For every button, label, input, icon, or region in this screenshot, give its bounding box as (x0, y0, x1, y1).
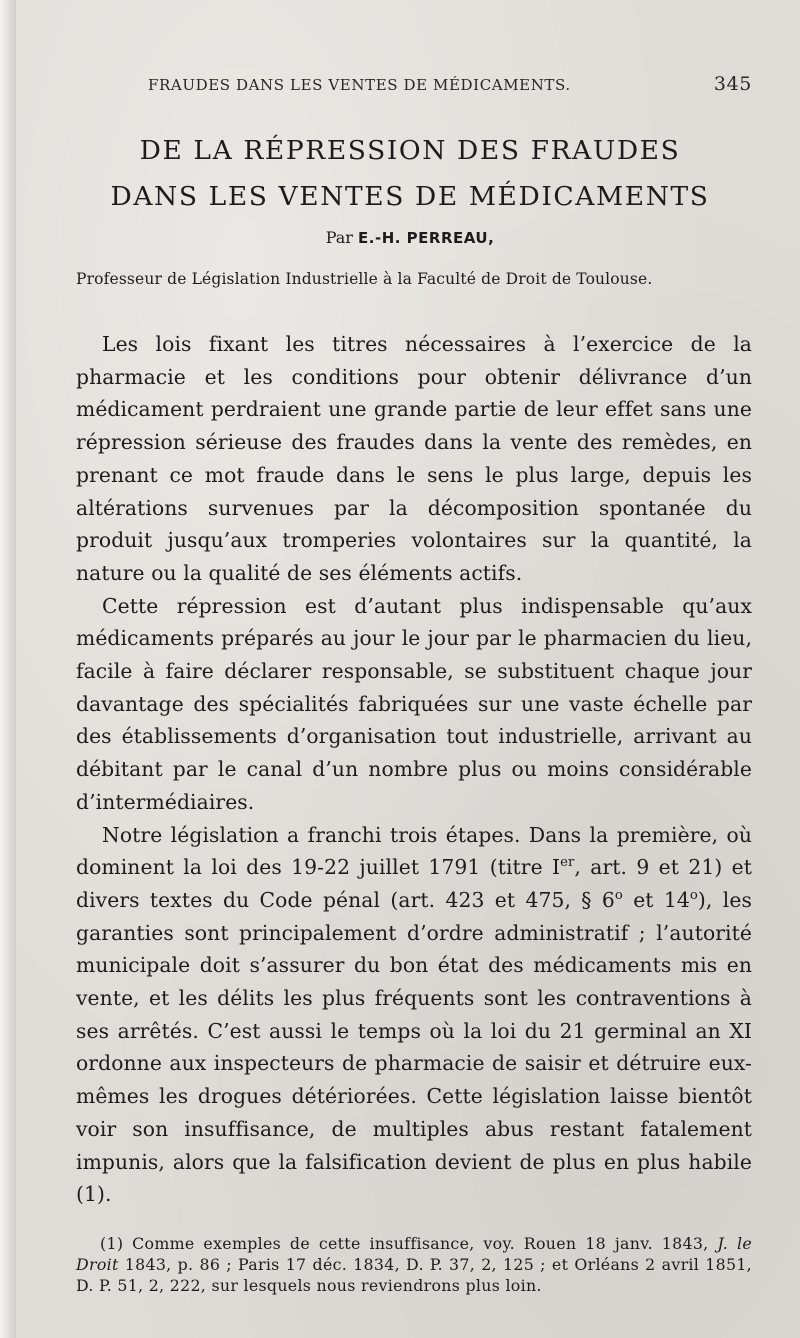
running-head-title: FRAUDES DANS LES VENTES DE MÉDICAMENTS. (148, 76, 571, 94)
author-affiliation: Professeur de Législation Industrielle à la Faculté de Droit de Toulouse. (76, 270, 653, 288)
paragraph-3-text-d: ), les garanties sont principalement d’ordre administratif ; l’autorité municipale doit s’assurer du bon état des médicaments mis en vente, et les délits les plus fréquents sont les contraventions à ses arrêtés. C’est aussi le temps où la loi du 21 germinal an XI ordonne aux inspecteurs de pharmacie de saisir et détruire eux-mêmes les drogues détériorées. Cette législation laisse bientôt voir son insuffisance, de multiples abus restant fatalement impunis, alors que la falsification devient de plus en plus habile (1). (76, 887, 752, 1207)
footnote-text-b: 1843, p. 86 ; Paris 17 déc. 1834, D. P. 37, 2, 125 ; et Orléans 2 avril 1851, D. P. 51, 2, 222, sur lesquels nous reviendrons plus loin. (76, 1255, 752, 1295)
footnote-journal: J. le Droit (76, 1234, 752, 1274)
paragraph-3 (76, 819, 752, 1211)
footnote-text-a: (1) Comme exemples de cette insuffisance, voy. Rouen 18 janv. 1843, (100, 1234, 718, 1253)
superscript-er: er (560, 855, 575, 871)
footnote-1 (76, 1233, 752, 1296)
page-gutter-shadow (0, 0, 16, 1338)
author-name: E.-H. PERREAU, (358, 229, 495, 247)
article-title-line-1: DE LA RÉPRESSION DES FRAUDES (139, 135, 681, 166)
byline-prefix: Par (325, 228, 359, 247)
article-title (60, 128, 760, 220)
article-title-line-2: DANS LES VENTES DE MÉDICAMENTS (110, 181, 710, 212)
article-body (76, 328, 752, 1211)
paragraph-3-text-a: Notre législation a franchi trois étapes. Dans la première, où dominent la loi des 19-22 juillet 1791 (titre I (76, 822, 752, 880)
paragraph-3-text-b: , art. 9 et 21) et divers textes du Code pénal (art. 423 et 475, § 6 (76, 855, 752, 912)
page-number: 345 (713, 73, 752, 95)
byline (60, 228, 760, 247)
running-head (148, 74, 752, 102)
paragraph-1: Les lois fixant les titres nécessaires à l’exercice de la pharmacie et les conditions pour obtenir délivrance d’un médicament perdraient une grande partie de leur effet sans une répression sérieuse des fraudes dans la vente des remèdes, en prenant ce mot fraude dans le sens le plus large, depuis les altérations survenues par la décomposition spontanée du produit jusqu’aux tromperies volontaires sur la quantité, la nature ou la qualité de ses éléments actifs. (76, 332, 752, 585)
superscript-o-2: o (689, 888, 698, 904)
paragraph-3-text-c: et 14 (622, 887, 690, 912)
superscript-o-1: o (614, 888, 623, 904)
paragraph-2: Cette répression est d’autant plus indispensable qu’aux médicaments préparés au jour le jour par le pharmacien du lieu, facile à faire déclarer responsable, se substituent chaque jour davantage des spécialités fabriquées sur une vaste échelle par des établissements d’organisation tout industrielle, arrivant au débitant par le canal d’un nombre plus ou moins considérable d’intermédiaires. (76, 593, 752, 814)
footnote (76, 1233, 752, 1296)
